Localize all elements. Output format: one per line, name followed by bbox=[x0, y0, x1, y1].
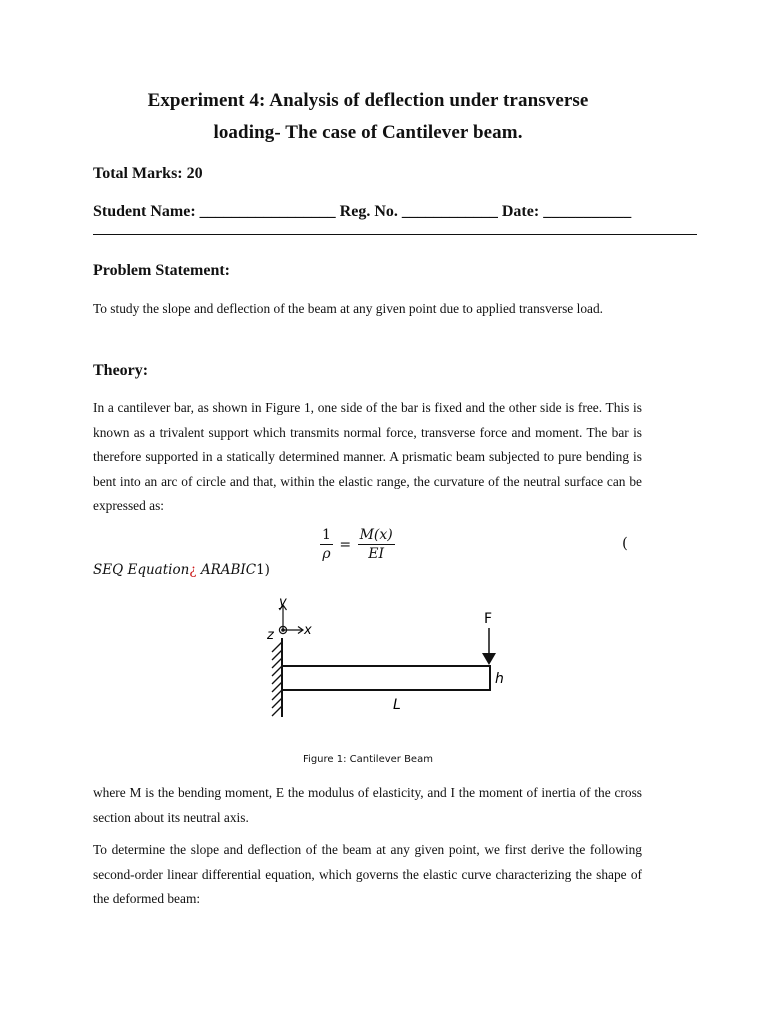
problem-statement-text: To study the slope and deflection of the beam at any given point due to applied transverse load. bbox=[93, 301, 603, 316]
lhs-fraction bbox=[320, 526, 333, 563]
length-label: L bbox=[393, 697, 401, 713]
derive-text: To determine the slope and deflection of the beam at any given point, we first derive the following second-order linear differential equation, which governs the elastic curve characterizing the shape of the deformed beam: bbox=[93, 842, 642, 907]
axis-label-x: x bbox=[304, 623, 312, 638]
document-title-line-2: loading- The case of Cantilever beam. bbox=[213, 122, 523, 143]
axis-label-y: y bbox=[279, 595, 287, 610]
theory-text: In a cantilever bar, as shown in Figure 1, one side of the bar is fixed and the other side is free. This is known as a trivalent support which transmits normal force, transverse force and moment. The bar is therefore supported in a statically determined manner. A prismatic beam subjected to pure bending is bent into an arc of circle and that, within the elastic range, the curvature of the neutral surface can be expressed as: bbox=[93, 400, 642, 514]
theory-heading: Theory: bbox=[93, 362, 149, 379]
header-divider bbox=[93, 234, 697, 235]
rhs-denominator: EI bbox=[368, 546, 385, 562]
force-label: F bbox=[484, 611, 493, 627]
figure-caption: Figure 1: Cantilever Beam bbox=[303, 754, 433, 765]
seq-number: 1 bbox=[256, 562, 265, 578]
student-info-line: Student Name: _________________ Reg. No. ____________ Date: ___________ bbox=[93, 203, 632, 220]
height-label: h bbox=[495, 671, 504, 687]
axis-label-z: z bbox=[267, 628, 274, 643]
seq-close: ) bbox=[264, 562, 270, 578]
document-title-line-1: Experiment 4: Analysis of deflection under transverse bbox=[147, 90, 589, 111]
where-text: where M is the bending moment, E the modulus of elasticity, and I the moment of inertia of the cross section about its neutral axis. bbox=[93, 785, 642, 825]
cantilever-beam-figure bbox=[246, 590, 516, 720]
seq-prefix: SEQ Equation bbox=[93, 562, 190, 578]
lhs-denominator: ρ bbox=[322, 546, 331, 562]
force-arrow bbox=[482, 628, 496, 665]
seq-glyph: ¿ bbox=[189, 562, 197, 578]
seq-suffix: ARABIC bbox=[200, 562, 257, 578]
lhs-numerator: 1 bbox=[322, 527, 331, 543]
rhs-fraction bbox=[358, 526, 395, 563]
equation-field-code bbox=[93, 562, 270, 578]
problem-statement-heading: Problem Statement: bbox=[93, 262, 230, 279]
beam-rectangle bbox=[282, 666, 490, 690]
curvature-equation bbox=[320, 526, 395, 563]
total-marks: Total Marks: 20 bbox=[93, 165, 203, 182]
equals-sign: = bbox=[339, 536, 352, 553]
fixed-wall-hatch bbox=[272, 638, 282, 717]
rhs-numerator: M(x) bbox=[359, 527, 393, 543]
equation-number-open-paren: ( bbox=[622, 534, 628, 552]
